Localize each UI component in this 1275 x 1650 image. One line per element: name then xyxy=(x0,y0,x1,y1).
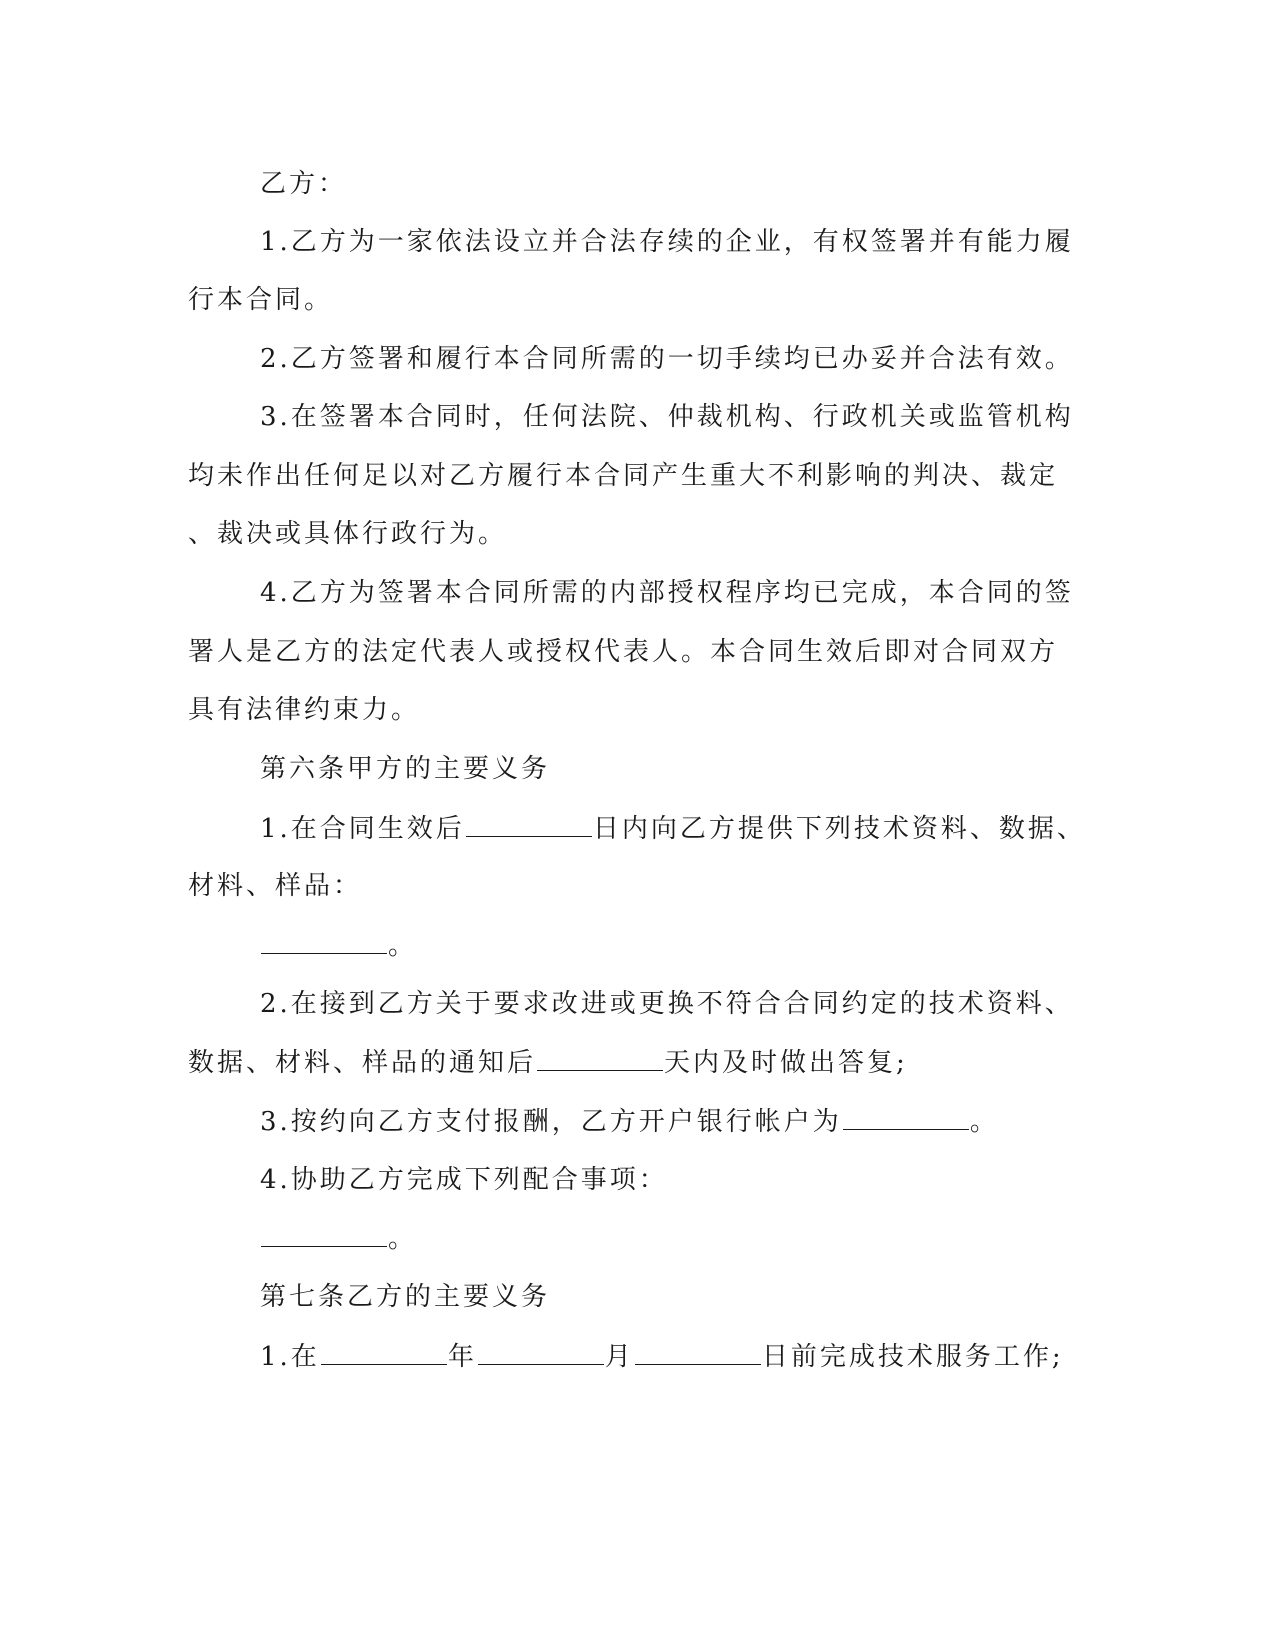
text-segment: 年 xyxy=(447,1342,477,1372)
party-b-heading: 乙方： xyxy=(260,169,348,199)
paragraph-text: 均未作出任何足以对乙方履行本合同产生重大不利影响的判决、裁定 xyxy=(188,461,1059,491)
paragraph-text xyxy=(260,1222,1160,1255)
article-6-title: 第六条甲方的主要义务 xyxy=(260,754,551,784)
text-segment: 月 xyxy=(604,1342,634,1372)
fill-in-blank xyxy=(321,1340,447,1365)
paragraph-text xyxy=(260,929,1160,962)
text-segment: 1.在合同生效后 xyxy=(260,814,465,844)
text-segment: 。 xyxy=(388,1224,418,1254)
fill-in-blank xyxy=(537,1046,663,1071)
text-segment: 1.在 xyxy=(260,1342,320,1372)
article-7-title: 第七条乙方的主要义务 xyxy=(260,1282,551,1312)
paragraph-text xyxy=(260,812,1160,845)
paragraph-text: 4.乙方为签署本合同所需的内部授权程序均已完成，本合同的签 xyxy=(260,578,1074,608)
paragraph-text: 2.乙方签署和履行本合同所需的一切手续均已办妥并合法有效。 xyxy=(260,344,1074,374)
text-segment: 。 xyxy=(388,931,418,961)
paragraph-text: 、裁决或具体行政行为。 xyxy=(188,519,508,549)
paragraph-text xyxy=(260,1105,1160,1138)
paragraph-text: 具有法律约束力。 xyxy=(188,695,421,725)
paragraph-text: 2.在接到乙方关于要求改进或更换不符合合同约定的技术资料、 xyxy=(260,989,1074,1019)
text-segment: 天内及时做出答复; xyxy=(664,1048,908,1078)
text-segment: 3.按约向乙方支付报酬，乙方开户银行帐户为 xyxy=(260,1107,842,1137)
fill-in-blank xyxy=(843,1105,969,1130)
text-segment: 日前完成技术服务工作; xyxy=(761,1342,1064,1372)
paragraph-text xyxy=(260,1340,1160,1373)
paragraph-text: 1.乙方为一家依法设立并合法存续的企业，有权签署并有能力履 xyxy=(260,227,1074,257)
text-segment: 日内向乙方提供下列技术资料、数据、 xyxy=(592,814,1086,844)
fill-in-blank xyxy=(261,1222,387,1247)
paragraph-text xyxy=(188,1046,1088,1079)
fill-in-blank xyxy=(466,812,592,837)
paragraph-text: 行本合同。 xyxy=(188,285,334,315)
text-segment: 。 xyxy=(969,1107,999,1137)
paragraph-text: 署人是乙方的法定代表人或授权代表人。本合同生效后即对合同双方 xyxy=(188,637,1059,667)
fill-in-blank xyxy=(635,1340,761,1365)
fill-in-blank xyxy=(261,929,387,954)
paragraph-text: 4.协助乙方完成下列配合事项： xyxy=(260,1165,668,1195)
paragraph-text: 材料、样品： xyxy=(188,871,363,901)
paragraph-text: 3.在签署本合同时，任何法院、仲裁机构、行政机关或监管机构 xyxy=(260,402,1074,432)
text-segment: 数据、材料、样品的通知后 xyxy=(188,1048,537,1078)
fill-in-blank xyxy=(478,1340,604,1365)
